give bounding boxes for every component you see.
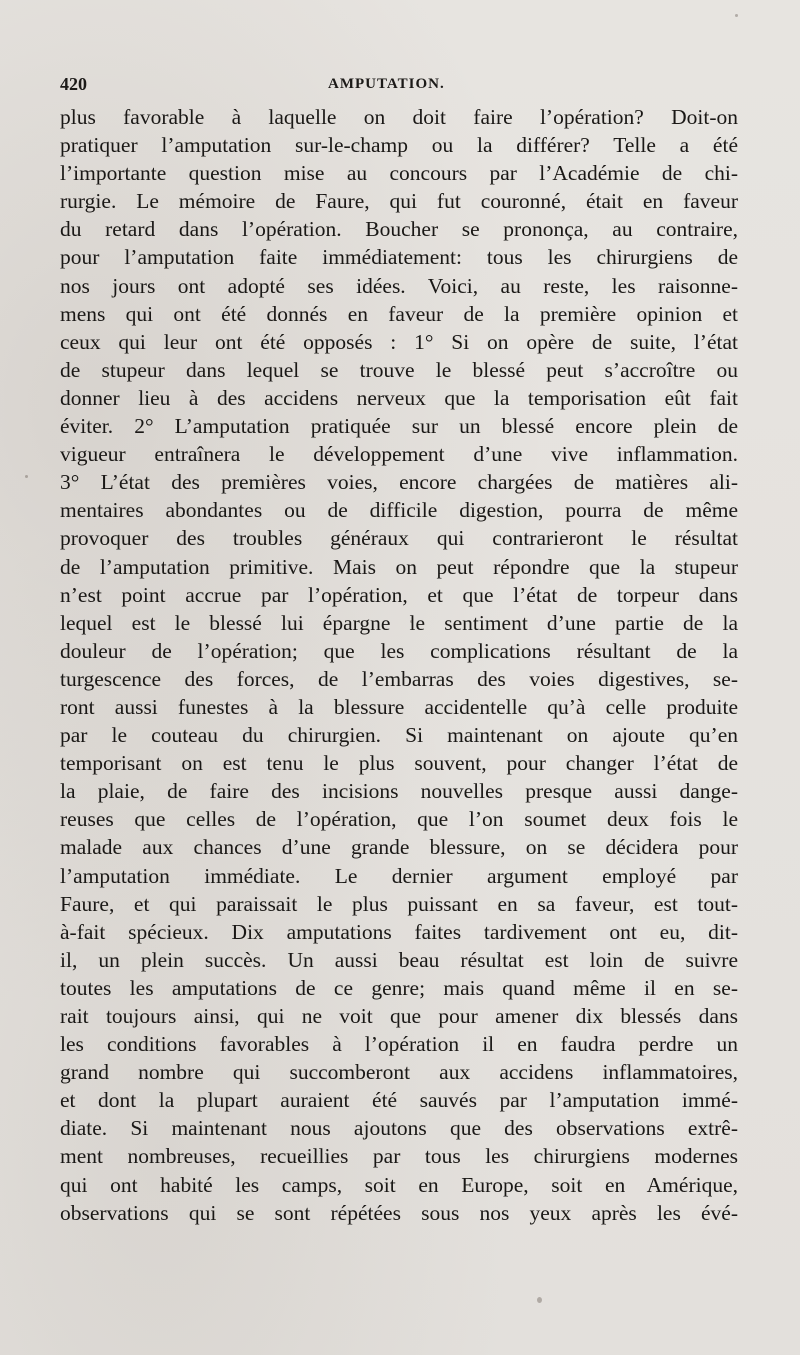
text-line: lequel est le blessé lui épargne le sentiment d’une partie de la — [60, 610, 738, 635]
text-line: de l’amputation primitive. Mais on peut répondre que la stupeur — [60, 554, 738, 579]
running-title: AMPUTATION. — [328, 76, 445, 92]
text-line: nos jours ont adopté ses idées. Voici, au reste, les raisonne- — [60, 273, 738, 298]
text-line: l’importante question mise au concours par l’Académie de chi- — [60, 161, 738, 186]
text-line: la plaie, de faire des incisions nouvelles presque aussi dange- — [60, 779, 738, 804]
text-line: rurgie. Le mémoire de Faure, qui fut couronné, était en faveur — [60, 189, 738, 214]
text-line: ceux qui leur ont été opposés : 1° Si on opère de suite, l’état — [60, 329, 738, 354]
text-line: mens qui ont été donnés en faveur de la première opinion et — [60, 301, 738, 326]
text-line: reuses que celles de l’opération, que l’on soumet deux fois le — [60, 807, 738, 832]
text-line: qui ont habité les camps, soit en Europe, soit en Amérique, — [60, 1172, 738, 1197]
body-text — [60, 103, 738, 1227]
text-line: 3° L’état des premières voies, encore chargées de matières ali- — [60, 470, 738, 495]
text-line: toutes les amputations de ce genre; mais quand même il en se- — [60, 975, 738, 1000]
text-line: de stupeur dans lequel se trouve le blessé peut s’accroître ou — [60, 357, 738, 382]
text-line: éviter. 2° L’amputation pratiquée sur un blessé encore plein de — [60, 414, 738, 439]
text-line: par le couteau du chirurgien. Si maintenant on ajoute qu’en — [60, 723, 738, 748]
paper-speck — [25, 475, 28, 478]
text-line: douleur de l’opération; que les complications résultant de la — [60, 638, 738, 663]
text-line: du retard dans l’opération. Boucher se prononça, au contraire, — [60, 217, 738, 242]
text-line: à-fait spécieux. Dix amputations faites tardivement ont eu, dit- — [60, 919, 738, 944]
text-line: turgescence des forces, de l’embarras des voies digestives, se- — [60, 666, 738, 691]
running-head — [60, 74, 740, 100]
text-line: diate. Si maintenant nous ajoutons que des observations extrê- — [60, 1116, 738, 1141]
text-line: l’amputation immédiate. Le dernier argument employé par — [60, 863, 738, 888]
text-line: provoquer des troubles généraux qui contrarieront le résultat — [60, 526, 738, 551]
text-line: observations qui se sont répétées sous nos yeux après les évé- — [60, 1200, 738, 1225]
text-line: rait toujours ainsi, qui ne voit que pour amener dix blessés dans — [60, 1004, 738, 1028]
text-line: Faure, et qui paraissait le plus puissant en sa faveur, est tout- — [60, 891, 738, 916]
text-line: il, un plein succès. Un aussi beau résultat est loin de suivre — [60, 947, 738, 972]
text-line: temporisant on est tenu le plus souvent, pour changer l’état de — [60, 751, 738, 776]
text-line: vigueur entraînera le développement d’une vive inflammation. — [60, 442, 738, 467]
paper-speck — [735, 14, 738, 17]
text-line: ront aussi funestes à la blessure accidentelle qu’à celle produite — [60, 694, 738, 719]
text-line: grand nombre qui succomberont aux accidens inflammatoires, — [60, 1060, 738, 1085]
text-line: mentaires abondantes ou de difficile digestion, pourra de même — [60, 498, 738, 523]
text-line: pratiquer l’amputation sur-le-champ ou la différer? Telle a été — [60, 133, 738, 158]
text-line: malade aux chances d’une grande blessure, on se décidera pour — [60, 835, 738, 860]
page-number: 420 — [60, 74, 87, 94]
text-line: pour l’amputation faite immédiatement: tous les chirurgiens de — [60, 245, 738, 270]
text-line: ment nombreuses, recueillies par tous les chirurgiens modernes — [60, 1144, 738, 1169]
text-line: donner lieu à des accidens nerveux que la temporisation eût fait — [60, 385, 738, 410]
text-line: plus favorable à laquelle on doit faire l’opération? Doit-on — [60, 105, 738, 129]
text-line: et dont la plupart auraient été sauvés par l’amputation immé- — [60, 1088, 738, 1113]
text-line: les conditions favorables à l’opération il en faudra perdre un — [60, 1032, 738, 1057]
paper-speck — [537, 1297, 542, 1303]
text-line: n’est point accrue par l’opération, et que l’état de torpeur dans — [60, 582, 738, 607]
